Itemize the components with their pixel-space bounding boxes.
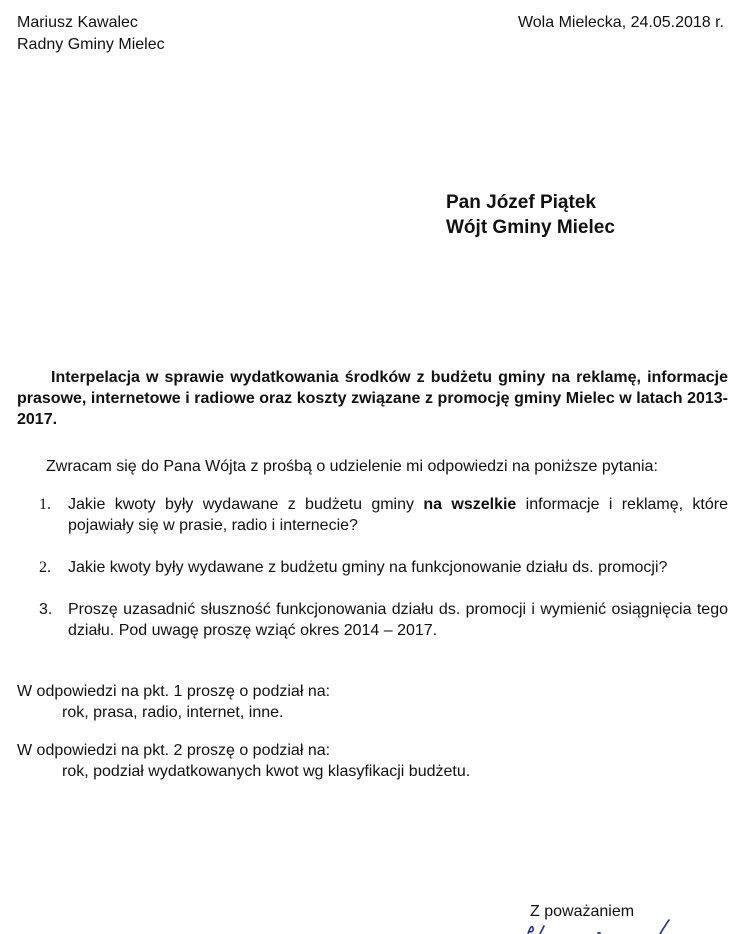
signature-stroke (660, 920, 669, 934)
breakdown-point-2 (17, 740, 470, 782)
question-item-3 (17, 599, 728, 641)
recipient-block (446, 190, 615, 240)
recipient-title: Wójt Gminy Mielec (446, 217, 615, 238)
sender-block (17, 12, 165, 56)
question-text-part: Jakie kwoty były wydawane z budżetu gminy (68, 496, 424, 513)
sender-role: Radny Gminy Mielec (17, 36, 165, 53)
question-text-part: informacje i reklamę, które pojawiały się w prasie, radio i internecie? (68, 496, 729, 534)
breakdown-items: rok, prasa, radio, internet, inne. (62, 704, 284, 721)
question-list (17, 494, 728, 657)
signature-stroke (540, 926, 544, 934)
question-number: 1. (39, 496, 51, 513)
breakdown-point-1 (17, 681, 330, 723)
handwritten-signature (520, 918, 680, 934)
question-text-emphasis: na wszelkie (423, 496, 517, 513)
question-text: Proszę uzasadnić słuszność funkcjonowania działu ds. promocji i wymienić osiągnięcia tego działu. Pod uwagę proszę wziąć okres 2014 – 2017. (68, 601, 728, 639)
recipient-name: Pan Józef Piątek (446, 192, 596, 213)
question-number: 2. (39, 559, 51, 576)
closing-phrase: Z poważaniem (530, 903, 635, 920)
question-text: Jakie kwoty były wydawane z budżetu gminy na funkcjonowanie działu ds. promocji? (68, 559, 668, 576)
question-number: 3. (39, 601, 53, 618)
signature-stroke (528, 927, 533, 934)
sender-name: Mariusz Kawalec (17, 14, 138, 31)
question-text (68, 494, 728, 536)
breakdown-lead: W odpowiedzi na pkt. 1 proszę o podział na: (17, 683, 331, 700)
place-and-date: Wola Mielecka, 24.05.2018 r. (517, 14, 724, 31)
breakdown-items: rok, podział wydatkowanych kwot wg klasyfikacji budżetu. (62, 763, 471, 780)
subject-paragraph (17, 367, 728, 430)
question-item-1 (17, 494, 728, 536)
subject-text: Interpelacja w sprawie wydatkowania środków z budżetu gminy na reklamę, informacje prasowe, internetowe i radiowe oraz koszty związane z promocję gminy Mielec w latach 2013-2017. (17, 369, 728, 428)
breakdown-lead: W odpowiedzi na pkt. 2 proszę o podział na: (17, 742, 331, 759)
intro-sentence: Zwracam się do Pana Wójta z prośbą o udzielenie mi odpowiedzi na poniższe pytania: (46, 458, 658, 475)
question-item-2 (17, 557, 728, 578)
